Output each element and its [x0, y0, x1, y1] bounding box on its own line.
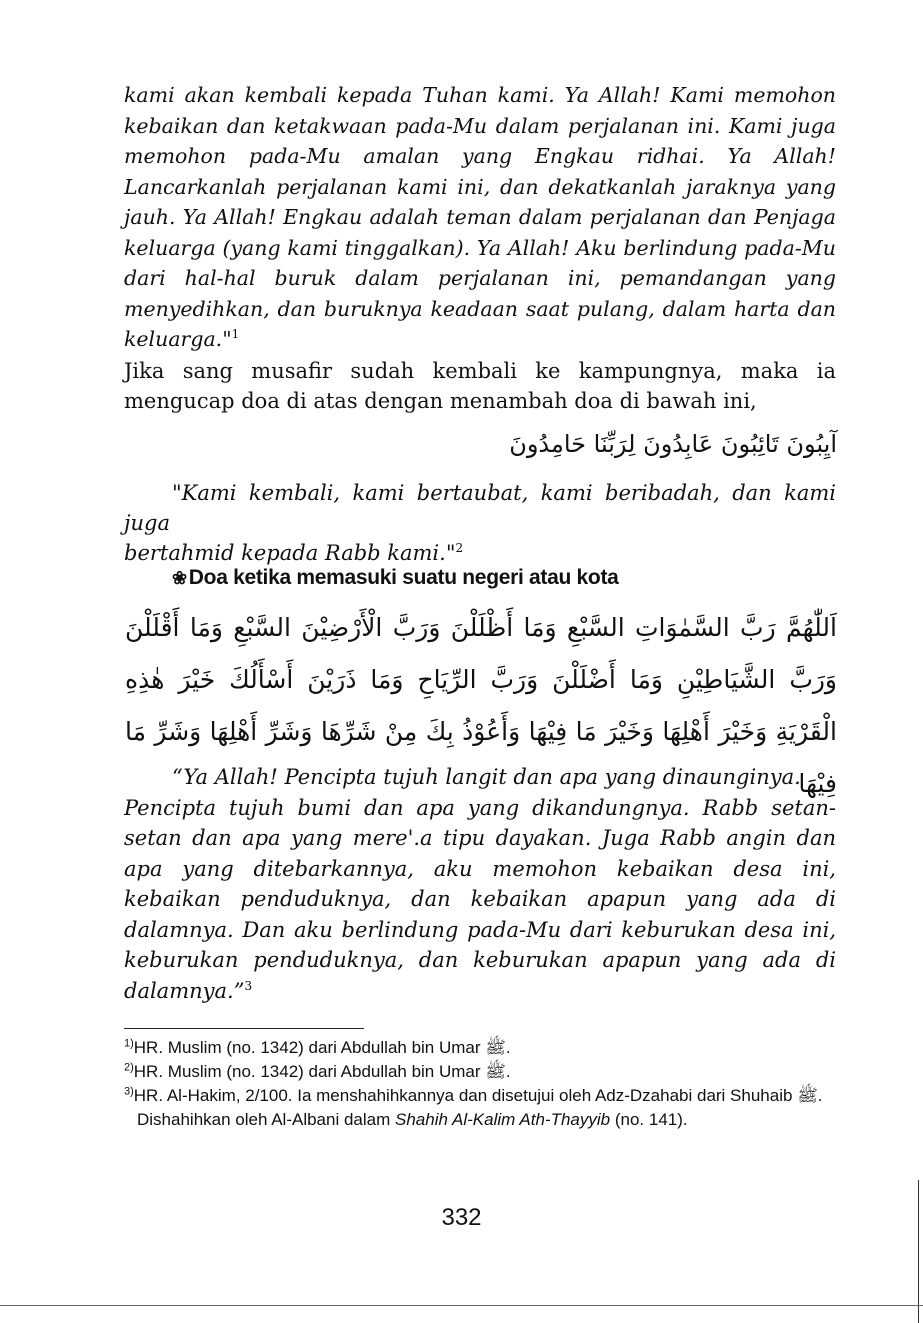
- page-number: 332: [441, 1204, 482, 1231]
- footnote-1-tail: .: [505, 1038, 511, 1057]
- scan-edge-vertical: [918, 1180, 919, 1323]
- footnote-1-number: 1): [124, 1037, 134, 1050]
- flower-ornament-icon: ❀: [172, 568, 187, 588]
- quote2-line1: "Kami kembali, kami bertaubat, kami beribadah, dan kami juga: [124, 481, 836, 535]
- footnote-1: [124, 1036, 836, 1060]
- book-title: Shahih Al-Kalim Ath-Thayyib: [395, 1110, 611, 1129]
- travel-prayer-translation: [124, 80, 836, 355]
- footnote-3: [124, 1084, 836, 1132]
- footnote-3-end: (no. 141).: [614, 1110, 688, 1129]
- honorific-icon: ﷺ: [485, 1038, 506, 1057]
- footnote-3-number: 3): [124, 1085, 134, 1098]
- quote3-line1: “Ya Allah! Pencipta tujuh langit dan apa yang dinaunginya.: [172, 765, 801, 789]
- footnote-3-text: HR. Al-Hakim, 2/100. Ia menshahihkannya dan disetujui oleh Adz-Dzahabi dari Shuhaib: [133, 1086, 793, 1105]
- honorific-icon: ﷺ: [485, 1062, 506, 1081]
- city-entry-prayer-arabic: اَللّٰهُمَّ رَبَّ السَّمٰوَاتِ السَّبْعِ وَمَا أَظْلَلْنَ وَرَبَّ الْأَرْضِيْنَ السَّبْعِ وَمَا أَقْلَلْنَ وَرَبَّ الشَّيَاطِيْنِ وَمَا أَضْلَلْنَ وَرَبَّ الرِّيَاحِ وَمَا ذَرَيْنَ أَسْأَلُكَ خَيْرَ هٰذِهِ الْقَرْيَةِ وَخَيْرَ أَهْلِهَا وَخَيْرَ مَا فِيْهَا وَأَعُوْذُ بِكَ مِنْ شَرِّهَا وَشَرِّ أَهْلِهَا وَشَرِّ مَا فِيْهَا: [125, 613, 837, 798]
- footnote-2-number: 2): [124, 1061, 134, 1074]
- scan-edge-horizontal: [0, 1305, 923, 1306]
- footnote-2-text: HR. Muslim (no. 1342) dari Abdullah bin Umar: [133, 1062, 481, 1081]
- quote3-rest: Pencipta tujuh bumi dan apa yang dikandungnya. Rabb setan-setan dan apa yang mere'.a tipu dayakan. Juga Rabb angin dan apa yang ditebarkannya, aku memohon kebaikan desa ini, kebaikan penduduknya, dan kebaikan apapun yang ada di dalamnya. Dan aku berlindung pada-Mu dari keburukan desa ini, keburukan penduduknya, dan keburukan apapun yang ada di dalamnya.”: [124, 795, 836, 1003]
- footnote-1-text: HR. Muslim (no. 1342) dari Abdullah bin Umar: [133, 1038, 481, 1057]
- footnote-ref-2: 2: [455, 541, 464, 555]
- city-entry-prayer-translation: [124, 762, 836, 1006]
- footnote-2-tail: .: [505, 1062, 511, 1081]
- section-heading-text: Doa ketika memasuki suatu negeri atau kota: [188, 566, 619, 589]
- quote1-text: kami akan kembali kepada Tuhan kami. Ya Allah! Kami memohon kebaikan dan ketakwaan pada-Mu dalam perjalanan ini. Kami juga memohon pada-Mu amalan yang Engkau ridhai. Ya Allah! Lancarkanlah perjalanan kami ini, dan dekatkanlah jaraknya yang jauh. Ya Allah! Engkau adalah teman dalam perjalanan dan Penjaga keluarga (yang kami tinggalkan). Ya Allah! Aku berlindung pada-Mu dari hal-hal buruk dalam perjalanan ini, pemandangan yang menyedihkan, dan buruknya keadaan saat pulang, dalam harta dan keluarga.": [124, 83, 836, 351]
- return-instruction-paragraph: Jika sang musafir sudah kembali ke kampungnya, maka ia mengucap doa di atas dengan menambah doa di bawah ini,: [124, 359, 836, 413]
- footnote-2: [124, 1060, 836, 1084]
- honorific-icon: ﷺ: [797, 1086, 818, 1105]
- return-prayer-arabic: آيِبُونَ تَائِبُونَ عَابِدُونَ لِرَبِّنَا حَامِدُونَ: [509, 430, 837, 458]
- footnote-ref-1: 1: [231, 327, 240, 342]
- footnote-ref-3: 3: [244, 978, 253, 993]
- return-prayer-translation: [124, 478, 836, 568]
- footnote-divider: [124, 1028, 364, 1029]
- quote2-line2: bertahmid kepada Rabb kami.": [124, 541, 456, 565]
- footnote-3-tail: . Dishahihkan oleh Al-Albani dalam: [137, 1086, 823, 1129]
- footnotes: [124, 1036, 836, 1132]
- section-heading: [172, 566, 812, 590]
